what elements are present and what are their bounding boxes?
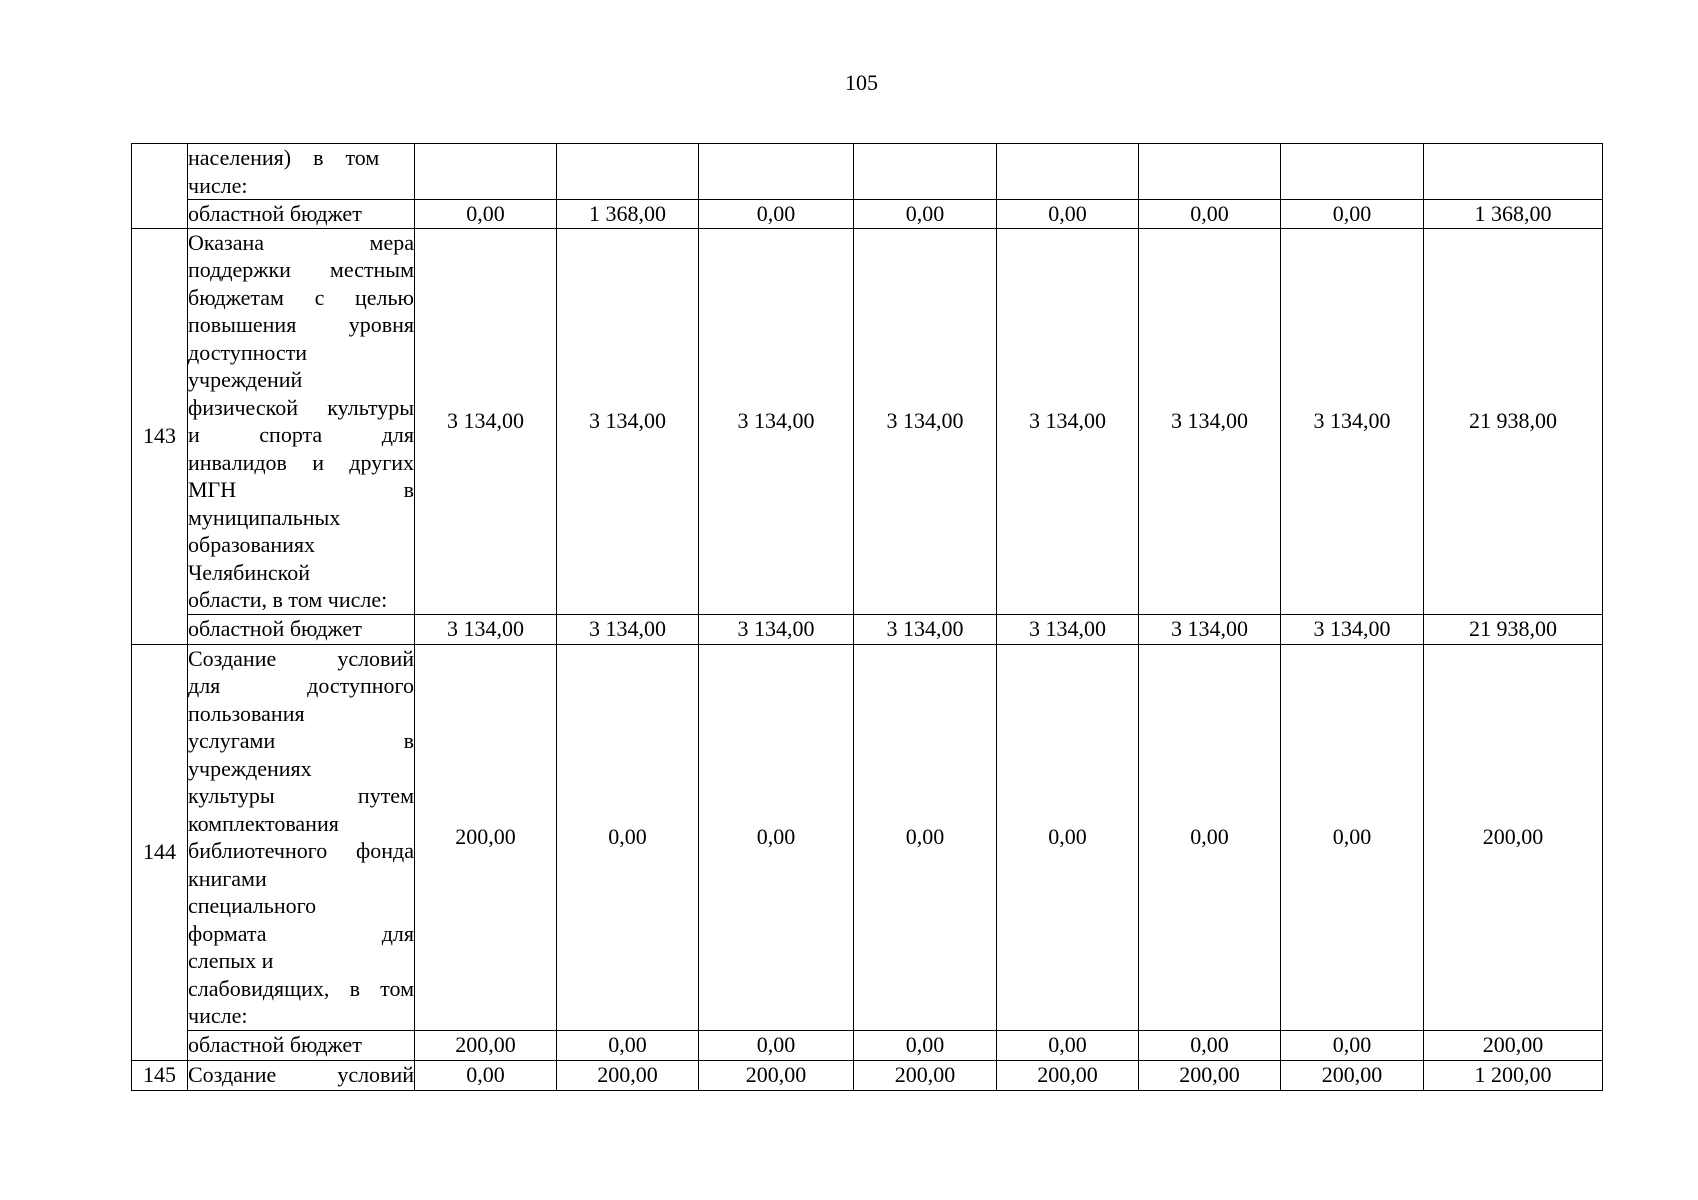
description-line: Оказана мера: [188, 229, 414, 255]
empty-cell: [854, 144, 997, 200]
value-cell: 3 134,00: [1281, 228, 1424, 614]
value-cell: 1 368,00: [557, 200, 699, 229]
value-cell: 0,00: [557, 1030, 699, 1060]
value-cell: 3 134,00: [415, 228, 557, 614]
table-row: [132, 614, 1603, 644]
value-cell: 21 938,00: [1424, 614, 1603, 644]
row-number: 143: [132, 228, 188, 644]
description-line: повышения уровня: [188, 312, 414, 337]
table-row: [132, 228, 1603, 614]
budget-table: [131, 143, 1603, 1091]
description-line: библиотечного фонда: [188, 838, 414, 863]
empty-cell: [699, 144, 854, 200]
value-cell: 3 134,00: [699, 614, 854, 644]
value-cell: 200,00: [1424, 1030, 1603, 1060]
description-line: Челябинской: [188, 559, 311, 585]
description-line: области, в том числе:: [188, 587, 388, 612]
sub-row-label: областной бюджет: [188, 1030, 415, 1060]
value-cell: 0,00: [557, 644, 699, 1030]
row-description: [188, 228, 415, 614]
value-cell: 3 134,00: [557, 228, 699, 614]
page-number: 105: [845, 70, 878, 95]
row-description: [188, 1060, 415, 1090]
value-cell: 1 200,00: [1424, 1060, 1603, 1090]
value-cell: 200,00: [415, 644, 557, 1030]
value-cell: 0,00: [1139, 644, 1281, 1030]
value-cell: 200,00: [415, 1030, 557, 1060]
description-line: специального: [188, 893, 317, 918]
description-line: доступности: [188, 339, 308, 365]
value-cell: 0,00: [997, 1030, 1139, 1060]
description-line: Создание условий: [188, 645, 414, 671]
description-line: Создание условий: [188, 1062, 414, 1088]
value-cell: 3 134,00: [997, 228, 1139, 614]
description-line: слепых и: [188, 948, 274, 973]
value-cell: 200,00: [1281, 1060, 1424, 1090]
value-cell: 3 134,00: [997, 614, 1139, 644]
value-cell: 3 134,00: [1281, 614, 1424, 644]
table-row: [132, 144, 1603, 200]
table-row: [132, 1030, 1603, 1060]
description-line: книгами: [188, 865, 267, 891]
description-line: МГН в: [188, 477, 414, 502]
value-cell: 0,00: [1139, 1030, 1281, 1060]
value-cell: 0,00: [415, 1060, 557, 1090]
value-cell: 3 134,00: [854, 228, 997, 614]
value-cell: 0,00: [1281, 644, 1424, 1030]
value-cell: 0,00: [854, 200, 997, 229]
value-cell: 200,00: [557, 1060, 699, 1090]
value-cell: 200,00: [699, 1060, 854, 1090]
description-line: бюджетам с целью: [188, 284, 414, 310]
description-line: и спорта для: [188, 422, 414, 447]
table-row: [132, 644, 1603, 1030]
description-line: слабовидящих, в том: [188, 975, 414, 1001]
row-description: [188, 644, 415, 1030]
table-row: [132, 1060, 1603, 1090]
row-number: [132, 144, 188, 229]
empty-cell: [997, 144, 1139, 200]
empty-cell: [557, 144, 699, 200]
value-cell: 0,00: [699, 1030, 854, 1060]
description-line: образованиях: [188, 532, 316, 557]
value-cell: 0,00: [997, 644, 1139, 1030]
value-cell: 0,00: [1139, 200, 1281, 229]
description-line: числе:: [188, 172, 248, 198]
description-line: формата для: [188, 920, 414, 946]
value-cell: 0,00: [1281, 200, 1424, 229]
value-cell: 0,00: [1281, 1030, 1424, 1060]
empty-cell: [415, 144, 557, 200]
row-number: 145: [132, 1060, 188, 1090]
description-line: пользования: [188, 700, 305, 726]
value-cell: 200,00: [854, 1060, 997, 1090]
description-line: комплектования: [188, 810, 339, 836]
description-line: услугами в: [188, 728, 414, 753]
value-cell: 0,00: [699, 644, 854, 1030]
value-cell: 0,00: [415, 200, 557, 229]
empty-cell: [1424, 144, 1603, 200]
value-cell: 3 134,00: [1139, 228, 1281, 614]
value-cell: 200,00: [1424, 644, 1603, 1030]
sub-row-label: областной бюджет: [188, 200, 415, 229]
value-cell: 1 368,00: [1424, 200, 1603, 229]
value-cell: 0,00: [997, 200, 1139, 229]
description-line: для доступного: [188, 673, 414, 698]
empty-cell: [1281, 144, 1424, 200]
description-line: инвалидов и других: [188, 449, 414, 475]
value-cell: 0,00: [699, 200, 854, 229]
description-line: учреждений: [188, 367, 303, 392]
value-cell: 0,00: [854, 644, 997, 1030]
value-cell: 3 134,00: [854, 614, 997, 644]
empty-cell: [1139, 144, 1281, 200]
description-line: поддержки местным: [188, 257, 414, 282]
description-line: физической культуры: [188, 394, 414, 420]
sub-row-label: областной бюджет: [188, 614, 415, 644]
table-row: [132, 200, 1603, 229]
description-line: населения) в том: [188, 145, 380, 170]
description-line: числе:: [188, 1003, 248, 1028]
description-line: культуры путем: [188, 783, 414, 808]
value-cell: 3 134,00: [699, 228, 854, 614]
row-number: 144: [132, 644, 188, 1060]
row-description: [188, 144, 415, 200]
value-cell: 3 134,00: [557, 614, 699, 644]
description-line: учреждениях: [188, 755, 312, 781]
value-cell: 0,00: [854, 1030, 997, 1060]
value-cell: 3 134,00: [415, 614, 557, 644]
value-cell: 3 134,00: [1139, 614, 1281, 644]
value-cell: 21 938,00: [1424, 228, 1603, 614]
value-cell: 200,00: [1139, 1060, 1281, 1090]
value-cell: 200,00: [997, 1060, 1139, 1090]
description-line: муниципальных: [188, 504, 341, 530]
